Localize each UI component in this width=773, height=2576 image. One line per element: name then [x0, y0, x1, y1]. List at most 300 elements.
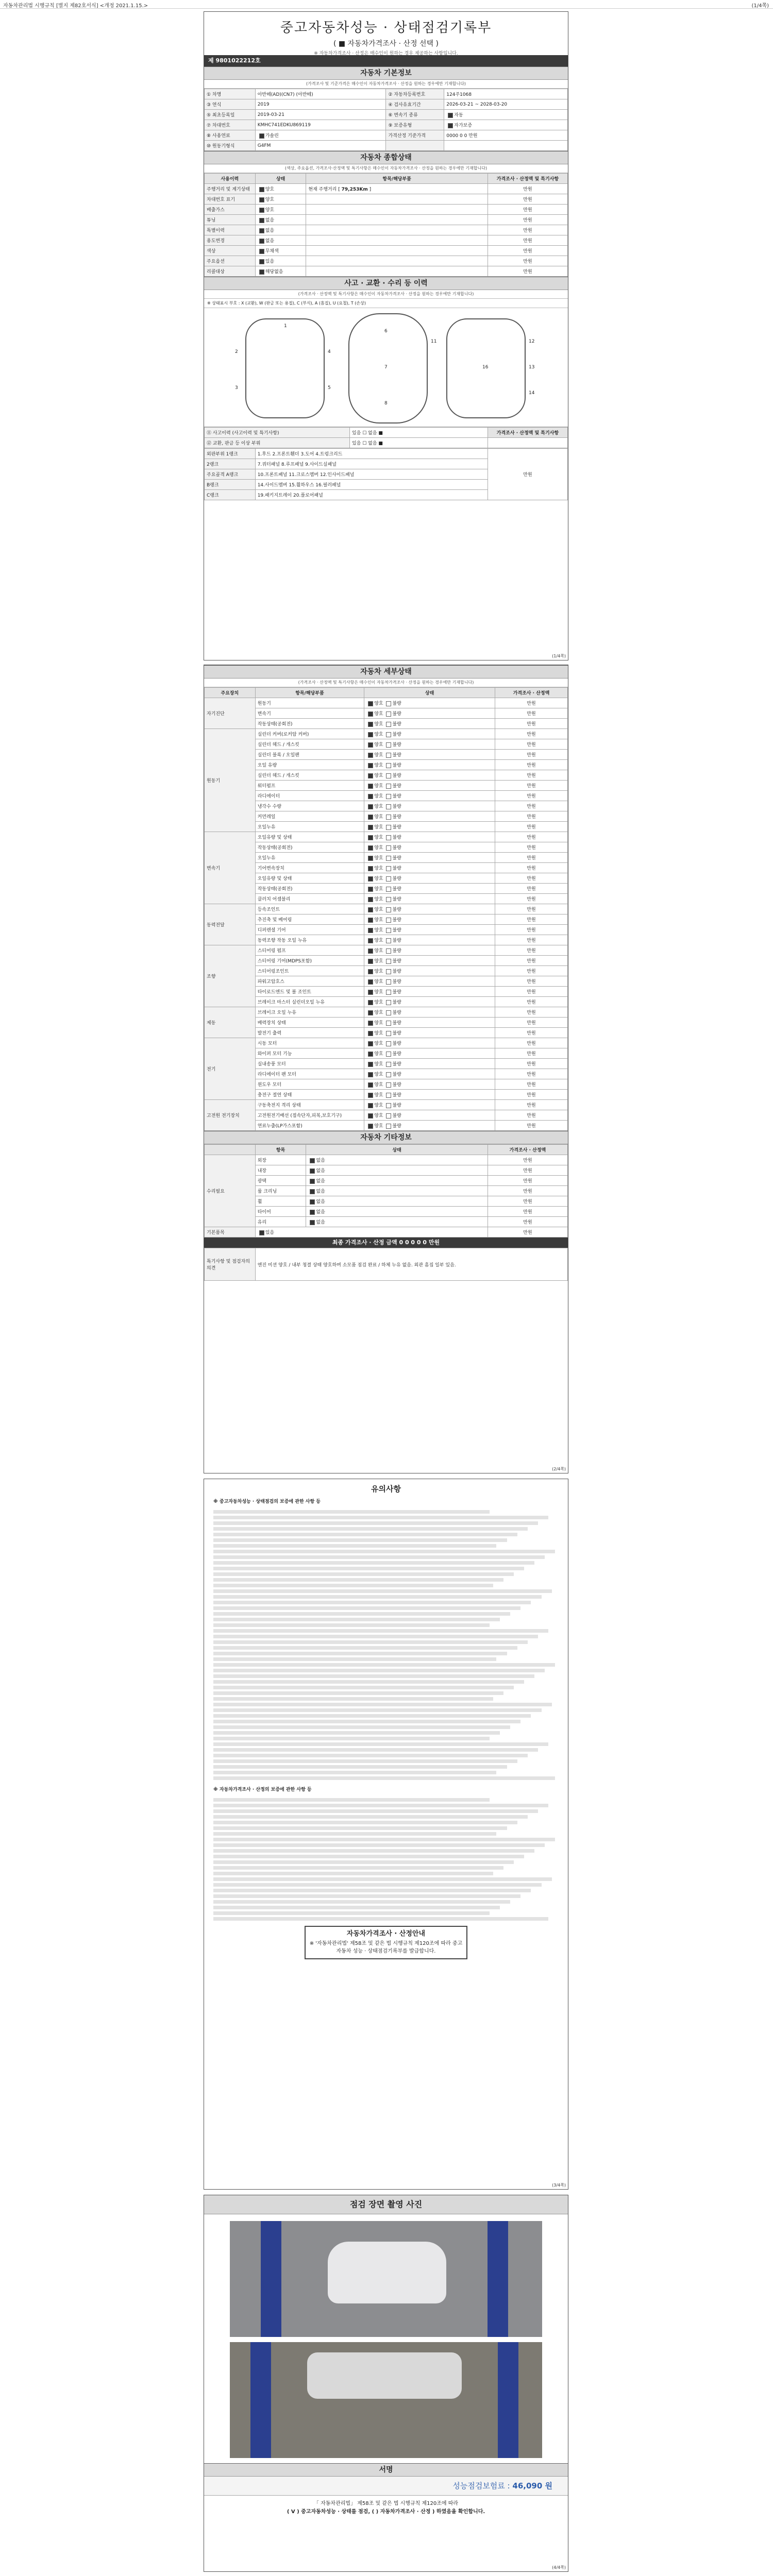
- notice-line-placeholder: [213, 1561, 534, 1565]
- detail-item-state: 양호 불량: [364, 853, 495, 863]
- document-subtitle: ( ■ 자동차가격조사 · 산정 선택 ): [333, 40, 439, 48]
- detail-item-label: 브레이크 오일 누유: [255, 1007, 364, 1018]
- checkbox-checked-icon: [368, 722, 373, 727]
- page-1: [204, 11, 568, 660]
- detail-row: [205, 904, 568, 914]
- page-number: (1/4쪽): [552, 654, 566, 658]
- etc-subrow: 내장: [255, 1165, 306, 1176]
- checkbox-checked-icon: [368, 701, 373, 706]
- notice-line-placeholder: [213, 1894, 520, 1898]
- etc-subrow: 타이어: [255, 1207, 306, 1217]
- detail-row: [205, 1007, 568, 1018]
- checkbox-empty-icon: [386, 1103, 391, 1108]
- checkbox-checked-icon: [368, 1031, 373, 1036]
- etc-info-table: 항목 상태 가격조사 · 산정액 수리필요 외장 없음 만원 내장 없음 만원 광택 없음 만원 룸 크리닝 없음 만원 휠 없음 만원 타이어 없음 만원 유리 없음 만원 기본품목 있음 만원: [204, 1144, 568, 1238]
- detail-item-price: 만원: [495, 1110, 567, 1121]
- detail-item-price: 만원: [495, 1018, 567, 1028]
- detail-item-price: 만원: [495, 842, 567, 853]
- state-row-label: 색상: [205, 246, 256, 256]
- detail-row: [205, 1110, 568, 1121]
- detail-item-price: 만원: [495, 1069, 567, 1079]
- checkbox-empty-icon: [386, 1113, 391, 1118]
- detail-row: [205, 1121, 568, 1131]
- part-number: 8: [384, 401, 388, 406]
- state-header-price: 가격조사 · 산정액 및 특기사항: [488, 174, 567, 184]
- checkbox-checked-icon: [368, 1103, 373, 1108]
- etc-subrow: 광택: [255, 1176, 306, 1186]
- detail-item-state: 양호 불량: [364, 987, 495, 997]
- detail-item-label: 실린더 헤드 / 개스킷: [255, 770, 364, 781]
- fuel-value: [255, 130, 386, 141]
- detail-item-label: 파워고압호스: [255, 976, 364, 987]
- signature-section: [204, 2463, 568, 2516]
- part-number: 11: [431, 339, 437, 344]
- fuel-text: 가솔린: [265, 133, 279, 139]
- checkbox-empty-icon: [386, 1082, 391, 1088]
- notice-line-placeholder: [213, 1754, 528, 1757]
- engine-label: ⑩ 원동기형식: [205, 141, 256, 151]
- checkbox-checked-icon: [368, 959, 373, 964]
- detail-item-price: 만원: [495, 997, 567, 1007]
- detail-item-state: 양호 불량: [364, 1018, 495, 1028]
- state-price-unit: 만원: [488, 205, 567, 215]
- page-3: [204, 1479, 568, 2190]
- insurance-fee-row: [204, 2477, 568, 2496]
- checkbox-checked-icon: [310, 1158, 315, 1163]
- detail-header: 상태: [364, 688, 495, 698]
- detail-item-state: 양호 불량: [364, 832, 495, 842]
- detail-item-label: 오일유량 및 상태: [255, 832, 364, 842]
- checkbox-checked-icon: [368, 815, 373, 820]
- detail-group-label: 제동: [205, 1007, 256, 1038]
- checkbox-checked-icon: [259, 187, 264, 192]
- overall-state-note: (색상, 주요옵션, 가격조사·산정액 및 특기사항은 매수인이 자동차가격조사 · 산정을 원하는 경우에만 기재합니다): [204, 164, 568, 173]
- checkbox-checked-icon: [310, 1220, 315, 1225]
- notice-line-placeholder: [213, 1646, 517, 1650]
- notice-line-placeholder: [213, 1516, 548, 1519]
- detail-item-label: 오일누유: [255, 822, 364, 832]
- etc-header: 상태: [306, 1145, 488, 1155]
- part-number: 1: [284, 324, 287, 329]
- detail-item-price: 만원: [495, 904, 567, 914]
- notice-line-placeholder: [213, 1917, 548, 1921]
- final-price-label: 최종 가격조사 · 산정 금액: [332, 1239, 397, 1246]
- notice-line-placeholder: [213, 1657, 496, 1661]
- trans-label: ⑥ 변속기 종류: [386, 110, 444, 120]
- notice-line-placeholder: [213, 1510, 490, 1514]
- detail-item-price: 만원: [495, 822, 567, 832]
- state-price-unit: 만원: [488, 215, 567, 225]
- part-number: 13: [529, 365, 535, 370]
- insurance-fee-label: 성능점검보험료 :: [452, 2481, 513, 2490]
- detail-item-state: 양호 불량: [364, 945, 495, 956]
- car-damage-diagram: [204, 308, 568, 427]
- checkbox-empty-icon: [386, 928, 391, 933]
- checkbox-checked-icon: [368, 1052, 373, 1057]
- detail-item-price: 만원: [495, 719, 567, 729]
- notice-line-placeholder: [213, 1860, 514, 1864]
- checkbox-checked-icon: [368, 866, 373, 871]
- state-header-item: 항목/해당부품: [306, 174, 488, 184]
- detail-item-price: 만원: [495, 1028, 567, 1038]
- detail-item-state: 양호 불량: [364, 966, 495, 976]
- detail-row: [205, 1079, 568, 1090]
- page-number: (4/4쪽): [552, 2565, 566, 2570]
- detail-row: [205, 791, 568, 801]
- detail-header: 주요장치: [205, 688, 256, 698]
- part-number: 7: [384, 365, 388, 370]
- detail-row: [205, 822, 568, 832]
- checkbox-empty-icon: [386, 897, 391, 902]
- detail-item-price: 만원: [495, 811, 567, 822]
- detail-item-label: 연료누출(LP가스포함): [255, 1121, 364, 1131]
- detail-row: [205, 760, 568, 770]
- detail-item-label: 시동 모터: [255, 1038, 364, 1048]
- notice-line-placeholder: [213, 1674, 534, 1678]
- etc-row-label: 수리필요: [205, 1155, 256, 1227]
- accident-legend: ※ 상태표시 부호 : X (교환), W (판금 또는 용접), C (부식), A (흠집), U (요철), T (손상): [204, 299, 568, 308]
- checkbox-checked-icon: [368, 742, 373, 748]
- lift-column-icon: [261, 2221, 281, 2337]
- notice-line-placeholder: [213, 1771, 496, 1774]
- detail-item-price: 만원: [495, 729, 567, 739]
- detail-row: [205, 739, 568, 750]
- detail-group-label: 고전원 전기장치: [205, 1100, 256, 1131]
- inspection-photo-rear: [230, 2342, 542, 2458]
- notice-line-placeholder: [213, 1877, 552, 1881]
- accident-note: (가격조사 · 산정액 및 특기사항은 매수인이 자동차가격조사 · 산정을 원하는 경우에만 기재합니다): [204, 290, 568, 299]
- detail-item-label: 실린더 커버(로커암 커버): [255, 729, 364, 739]
- checkbox-checked-icon: [368, 732, 373, 737]
- detail-row: [205, 750, 568, 760]
- notice-line-placeholder: [213, 1832, 496, 1836]
- notice-line-placeholder: [213, 1748, 538, 1752]
- price-guide-title: 자동차가격조사 · 산정안내: [346, 1930, 426, 1938]
- detail-item-price: 만원: [495, 770, 567, 781]
- page-number: (2/4쪽): [552, 1467, 566, 1471]
- checkbox-empty-icon: [386, 938, 391, 943]
- checkbox-checked-icon: [368, 845, 373, 851]
- notice-line-placeholder: [213, 1815, 528, 1819]
- checkbox-empty-icon: [386, 742, 391, 748]
- notice-line-placeholder: [213, 1742, 548, 1746]
- checkbox-empty-icon: [386, 876, 391, 882]
- price-guide-box: [305, 1926, 467, 1959]
- detail-item-state: 양호 불량: [364, 925, 495, 935]
- detail-item-label: 구동축전지 격리 상태: [255, 1100, 364, 1110]
- detail-row: [205, 801, 568, 811]
- notice-line-placeholder: [213, 1680, 524, 1684]
- detail-item-state: 양호 불량: [364, 801, 495, 811]
- detail-item-state: 양호 불량: [364, 873, 495, 884]
- detail-item-state: 양호 불량: [364, 1090, 495, 1100]
- checkbox-checked-icon: [368, 1093, 373, 1098]
- detail-item-state: 양호 불량: [364, 1121, 495, 1131]
- detail-item-price: 만원: [495, 1100, 567, 1110]
- notice-line-placeholder: [213, 1584, 493, 1587]
- checkbox-empty-icon: [386, 1010, 391, 1015]
- state-row-label: 배출가스: [205, 205, 256, 215]
- checkbox-checked-icon: [259, 218, 264, 223]
- detail-item-label: 라디에이터 팬 모터: [255, 1069, 364, 1079]
- checkbox-checked-icon: [368, 969, 373, 974]
- section-detail-state: 자동차 세부상태: [204, 665, 568, 679]
- lift-column-icon: [488, 2221, 508, 2337]
- part-number: 14: [529, 391, 535, 396]
- checkbox-checked-icon: [368, 1041, 373, 1046]
- part-number: 12: [529, 339, 535, 344]
- checkbox-checked-icon: [368, 1072, 373, 1077]
- checkbox-empty-icon: [386, 918, 391, 923]
- car-name-label: ① 차명: [205, 89, 256, 99]
- detail-item-state: 양호 불량: [364, 698, 495, 708]
- notice-line-placeholder: [213, 1759, 517, 1763]
- detail-row: [205, 781, 568, 791]
- detail-row: [205, 1090, 568, 1100]
- detail-row: [205, 987, 568, 997]
- checkbox-checked-icon: [368, 897, 373, 902]
- checkbox-checked-icon: [368, 711, 373, 717]
- checkbox-checked-icon: [368, 753, 373, 758]
- detail-item-state: 양호 불량: [364, 914, 495, 925]
- detail-row: [205, 1069, 568, 1079]
- page-2: [204, 665, 568, 1473]
- detail-row: [205, 1028, 568, 1038]
- detail-item-state: 양호 불량: [364, 822, 495, 832]
- checkbox-empty-icon: [386, 1072, 391, 1077]
- document-header: [204, 12, 568, 55]
- notice-line-placeholder: [213, 1629, 548, 1633]
- checkbox-checked-icon: [368, 1082, 373, 1088]
- notice-line-placeholder: [213, 1623, 490, 1627]
- checkbox-empty-icon: [386, 1124, 391, 1129]
- checkbox-checked-icon: [368, 794, 373, 799]
- detail-item-state: 양호 불량: [364, 1007, 495, 1018]
- detail-item-price: 만원: [495, 914, 567, 925]
- detail-item-label: 충전구 절연 상태: [255, 1090, 364, 1100]
- car-underside-icon: [307, 2352, 462, 2399]
- detail-item-state: 양호 불량: [364, 791, 495, 801]
- detail-row: [205, 1059, 568, 1069]
- checkbox-checked-icon: [368, 918, 373, 923]
- checkbox-empty-icon: [386, 1052, 391, 1057]
- checkbox-checked-icon: [259, 259, 264, 264]
- etc-subrow: 룸 크리닝: [255, 1186, 306, 1196]
- notice-line-placeholder: [213, 1521, 538, 1525]
- checkbox-empty-icon: [386, 763, 391, 768]
- checkbox-empty-icon: [386, 1000, 391, 1005]
- notice-line-placeholder: [213, 1838, 555, 1841]
- detail-item-state: 양호 불량: [364, 811, 495, 822]
- checkbox-empty-icon: [386, 856, 391, 861]
- checkbox-checked-icon: [368, 763, 373, 768]
- special-notes-label: 특기사항 및 점검자의 의견: [205, 1248, 256, 1281]
- notice-heading-1: ※ 중고자동차성능 · 상태점검의 보증에 관한 사항 등: [213, 1499, 321, 1504]
- detail-item-state: 양호 불량: [364, 1069, 495, 1079]
- notice-line-placeholder: [213, 1697, 493, 1701]
- detail-item-label: 오일유량 및 상태: [255, 873, 364, 884]
- detail-row: [205, 770, 568, 781]
- first-reg-label: ⑤ 최초등록일: [205, 110, 256, 120]
- notice-line-placeholder: [213, 1612, 510, 1616]
- detail-item-state: 양호 불량: [364, 729, 495, 739]
- detail-item-state: 양호 불량: [364, 884, 495, 894]
- detail-row: [205, 925, 568, 935]
- detail-item-price: 만원: [495, 1048, 567, 1059]
- detail-item-state: 양호 불량: [364, 1038, 495, 1048]
- checkbox-checked-icon: [259, 208, 264, 213]
- detail-item-state: 양호 불량: [364, 997, 495, 1007]
- frame-rank-label: 2랭크: [205, 459, 256, 469]
- checkbox-checked-icon: [368, 1021, 373, 1026]
- detail-item-state: 양호 불량: [364, 1079, 495, 1090]
- state-row-label: 특별이력: [205, 225, 256, 235]
- vin-value: KMHC741EDKU869119: [255, 120, 386, 130]
- reg-no-label: ② 자동차등록번호: [386, 89, 444, 99]
- detail-item-price: 만원: [495, 956, 567, 966]
- notice-line-placeholder: [213, 1809, 538, 1813]
- detail-item-price: 만원: [495, 966, 567, 976]
- page-indicator: (1/4쪽): [751, 3, 769, 9]
- warranty-label: ⑨ 보증유형: [386, 120, 444, 130]
- detail-item-label: 라디에이터: [255, 791, 364, 801]
- checkbox-checked-icon: [259, 1230, 264, 1235]
- etc-subrow: 유리: [255, 1217, 306, 1227]
- detail-group-label: 자기진단: [205, 698, 256, 729]
- confirmation-text: [204, 2496, 568, 2516]
- detail-item-state: 양호 불량: [364, 842, 495, 853]
- detail-item-state: 양호 불량: [364, 904, 495, 914]
- detail-row: [205, 842, 568, 853]
- checkbox-checked-icon: [310, 1210, 315, 1215]
- detail-row: [205, 729, 568, 739]
- detail-group-label: 조향: [205, 945, 256, 1007]
- state-price-unit: 만원: [488, 194, 567, 205]
- accident-summary-table: ⑪ 사고이력 (사고이력 및 특기사항) 있음 ☐ 없음 ■ 가격조사 · 산정액 및 특기사항 ⑫ 교환, 판금 등 이상 부위 있음 ☐ 없음 ■: [204, 427, 568, 448]
- checkbox-checked-icon: [310, 1168, 315, 1174]
- notice-line-placeholder: [213, 1555, 545, 1559]
- car-name-value: 아반떼(AD)(CN7) (아반떼): [255, 89, 386, 99]
- checkbox-checked-icon: [368, 784, 373, 789]
- section-accident-history: 사고 · 교환 · 수리 등 이력: [204, 277, 568, 290]
- detail-item-state: 양호 불량: [364, 1028, 495, 1038]
- detail-item-label: 냉각수 수량: [255, 801, 364, 811]
- signature-title: 서명: [204, 2463, 568, 2477]
- detail-row: [205, 956, 568, 966]
- detail-row: [205, 884, 568, 894]
- detail-row: [205, 832, 568, 842]
- detail-item-price: 만원: [495, 698, 567, 708]
- detail-item-price: 만원: [495, 801, 567, 811]
- detail-row: [205, 894, 568, 904]
- detail-item-label: 기어변속장치: [255, 863, 364, 873]
- detail-item-label: 변속기: [255, 708, 364, 719]
- checkbox-empty-icon: [386, 815, 391, 820]
- detail-item-state: 양호 불량: [364, 750, 495, 760]
- checkbox-checked-icon: [368, 938, 373, 943]
- notice-line-placeholder: [213, 1691, 503, 1695]
- detail-group-label: 동력전달: [205, 904, 256, 945]
- frame-rank-label: 주요골격 A랭크: [205, 469, 256, 480]
- notice-line-placeholder: [213, 1883, 542, 1887]
- state-price-unit: 만원: [488, 235, 567, 246]
- notice-line-placeholder: [213, 1821, 517, 1824]
- detail-state-table: [204, 687, 568, 1131]
- checkbox-empty-icon: [386, 732, 391, 737]
- frame-rank-label: B랭크: [205, 480, 256, 490]
- frame-rank-table: 외판부위 1랭크 1.후드 2.프론트휀더 3.도어 4.트렁크리드 만원 2랭크 7.쿼터패널 8.루프패널 9.사이드실패널 주요골격 A랭크 10.프론트패널 11.크로스멤버 12.인사이드패널 B랭크 14.사이드멤버 15.휠하우스 16.필러패널 C랭크 19.패키지트레이 20.플로어패널: [204, 448, 568, 500]
- detail-item-price: 만원: [495, 873, 567, 884]
- notice-line-placeholder: [213, 1911, 490, 1915]
- notice-line-placeholder: [213, 1635, 538, 1638]
- document-title: 중고자동차성능 · 상태점검기록부: [280, 20, 492, 36]
- checkbox-checked-icon: [448, 123, 453, 128]
- detail-item-state: 양호 불량: [364, 894, 495, 904]
- price-guide-text: ※ '자동차관리법' 제58조 및 같은 법 시행규칙 제120조에 따라 중고자동차 성능 · 상태점검기록부를 발급합니다.: [309, 1941, 463, 1954]
- state-row-label: 리콜대상: [205, 266, 256, 277]
- detail-item-price: 만원: [495, 976, 567, 987]
- state-header-history: 사용이력: [205, 174, 256, 184]
- detail-row: [205, 1018, 568, 1028]
- page-4: [204, 2195, 568, 2572]
- detail-item-state: 양호 불량: [364, 719, 495, 729]
- detail-item-state: 양호 불량: [364, 770, 495, 781]
- detail-item-label: 클러치 어셈블리: [255, 894, 364, 904]
- notice-line-placeholder: [213, 1906, 500, 1909]
- notice-line-placeholder: [213, 1708, 542, 1712]
- detail-item-state: 양호 불량: [364, 1048, 495, 1059]
- checkbox-empty-icon: [386, 969, 391, 974]
- checkbox-checked-icon: [259, 239, 264, 244]
- detail-item-label: 실린더 블록 / 오일팬: [255, 750, 364, 760]
- detail-item-label: 등속조인트: [255, 904, 364, 914]
- detail-item-state: 양호 불량: [364, 1059, 495, 1069]
- notice-line-placeholder: [213, 1589, 552, 1593]
- price-label: 가격산정 기준가격: [386, 130, 444, 141]
- document-number: 제 9801022212호: [204, 55, 568, 66]
- detail-item-label: 실내송풍 모터: [255, 1059, 364, 1069]
- notice-line-placeholder: [213, 1595, 542, 1599]
- state-price-unit: 만원: [488, 266, 567, 277]
- basic-info-table: [204, 89, 568, 151]
- checkbox-checked-icon: [368, 1062, 373, 1067]
- notice-line-placeholder: [213, 1618, 500, 1621]
- detail-item-label: 스티어링 펌프: [255, 945, 364, 956]
- checkbox-empty-icon: [386, 722, 391, 727]
- notice-line-placeholder: [213, 1849, 534, 1853]
- state-price-unit: 만원: [488, 225, 567, 235]
- detail-item-label: 디퍼렌셜 기어: [255, 925, 364, 935]
- lift-column-icon: [498, 2342, 518, 2458]
- notice-line-placeholder: [213, 1663, 555, 1667]
- trans-text: 자동: [454, 113, 463, 118]
- notice-title: 유의사항: [371, 1484, 401, 1494]
- detail-row: [205, 811, 568, 822]
- etc-subrow: 외장: [255, 1155, 306, 1165]
- notice-line-placeholder: [213, 1578, 503, 1582]
- frame-rank-label: 외판부위 1랭크: [205, 449, 256, 459]
- notice-heading-2: ※ 자동차가격조사 · 산정의 보증에 관한 사항 등: [213, 1787, 312, 1792]
- detail-item-state: 양호 불량: [364, 781, 495, 791]
- etc-header: 가격조사 · 산정액: [488, 1145, 567, 1155]
- detail-row: [205, 1100, 568, 1110]
- notice-line-placeholder: [213, 1550, 555, 1553]
- section-basic-info: 자동차 기본정보: [204, 66, 568, 80]
- detail-row: [205, 966, 568, 976]
- detail-row: [205, 1048, 568, 1059]
- checkbox-checked-icon: [368, 876, 373, 882]
- checkbox-checked-icon: [368, 1010, 373, 1015]
